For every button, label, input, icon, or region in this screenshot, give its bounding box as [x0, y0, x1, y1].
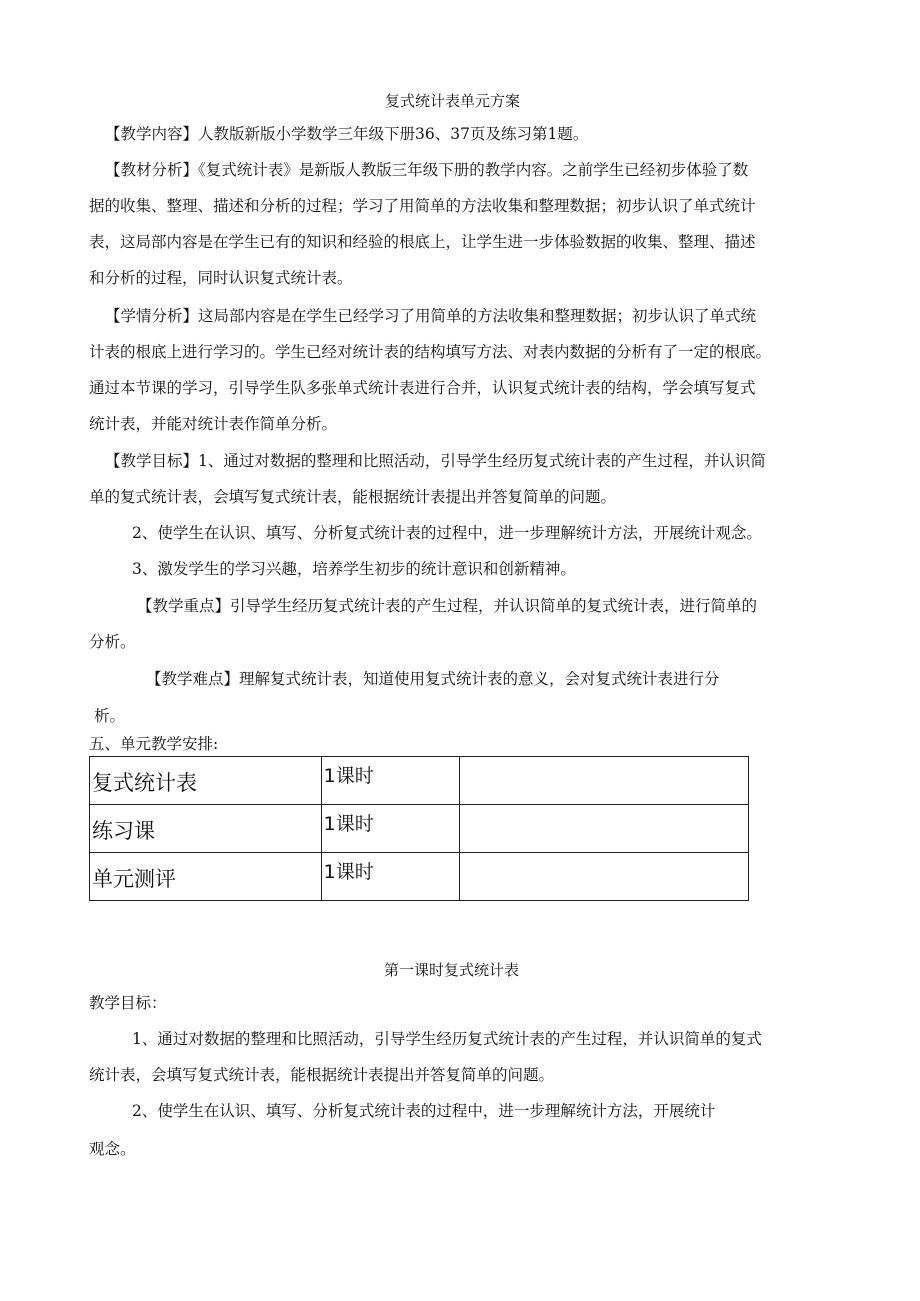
- learner-analysis-text: 这局部内容是在学生已经学习了用简单的方法收集和整理数据；初步认识了单式统: [198, 307, 757, 325]
- objective-item-3: 3、激发学生的学习兴趣，培养学生初步的统计意识和创新精神。: [132, 560, 576, 578]
- objectives-text: 1、通过对数据的整理和比照活动，引导学生经历复式统计表的产生过程，并认识简: [198, 452, 766, 470]
- textbook-analysis-tag: 【教材分析】: [105, 161, 199, 179]
- table-cell-note: [460, 805, 749, 853]
- table-cell-name: 复式统计表: [90, 757, 322, 805]
- table-cell-name: 单元测评: [90, 853, 322, 901]
- difficulty-line: 析。: [94, 707, 126, 725]
- learner-analysis-line: 通过本节课的学习，引导学生队多张单式统计表进行合并，认识复式统计表的结构，学会填写复式: [89, 379, 756, 397]
- objectives-tag: 【教学目标】: [105, 452, 199, 470]
- objectives-line: 单的复式统计表，会填写复式统计表，能根据统计表提出并答复简单的问题。: [89, 488, 617, 506]
- lesson1-objectives-label: 教学目标：: [89, 994, 167, 1012]
- table-cell-name: 练习课: [90, 805, 322, 853]
- learner-analysis-line: 统计表，并能对统计表作简单分析。: [89, 415, 338, 433]
- textbook-analysis-line: [105, 160, 748, 180]
- table-cell-hours: 1课时: [321, 757, 460, 805]
- table-row: [90, 757, 749, 805]
- textbook-analysis-line: 和分析的过程，同时认识复式统计表。: [89, 269, 353, 287]
- textbook-analysis-line: 表，这局部内容是在学生已有的知识和经验的根底上，让学生进一步体验数据的收集、整理、描述: [89, 233, 756, 251]
- teaching-content-text: 人教版新版小学数学三年级下册36、37页及练习第1题。: [198, 125, 589, 143]
- difficulty-tag: 【教学难点】: [146, 670, 240, 688]
- lesson1-objective-2-cont: 观念。: [89, 1140, 136, 1158]
- difficulty-text: 理解复式统计表，知道使用复式统计表的意义，会对复式统计表进行分: [239, 670, 720, 688]
- lesson1-objective-2: 2、使学生在认识、填写、分析复式统计表的过程中，进一步理解统计方法，开展统计: [132, 1102, 716, 1120]
- learner-analysis-tag: 【学情分析】: [105, 307, 199, 325]
- table-cell-hours: 1课时: [321, 853, 460, 901]
- table-cell-note: [460, 757, 749, 805]
- teaching-content-tag: 【教学内容】: [105, 125, 199, 143]
- teaching-content: [105, 124, 588, 144]
- objectives-line: [105, 451, 766, 471]
- difficulty-line: [146, 669, 720, 689]
- key-point-text: 引导学生经历复式统计表的产生过程，并认识简单的复式统计表，进行简单的: [230, 597, 758, 615]
- lesson1-objective-1-cont: 统计表，会填写复式统计表，能根据统计表提出并答复简单的问题。: [89, 1066, 555, 1084]
- table-row: [90, 805, 749, 853]
- key-point-line: 分析。: [89, 633, 136, 651]
- learner-analysis-line: [105, 306, 756, 326]
- lesson1-title: 第一课时复式统计表: [384, 961, 520, 979]
- table-cell-note: [460, 853, 749, 901]
- key-point-line: [137, 596, 757, 616]
- document-title: 复式统计表单元方案: [385, 92, 521, 110]
- table-row: [90, 853, 749, 901]
- lesson1-objective-1: 1、通过对数据的整理和比照活动，引导学生经历复式统计表的产生过程，并认识简单的复式: [132, 1030, 762, 1048]
- table-cell-hours: 1课时: [321, 805, 460, 853]
- schedule-heading: 五、单元教学安排:: [89, 735, 219, 753]
- learner-analysis-line: 计表的根底上进行学习的。学生已经对统计表的结构填写方法、对表内数据的分析有了一定的根底。: [89, 343, 772, 361]
- objective-item-2: 2、使学生在认识、填写、分析复式统计表的过程中，进一步理解统计方法，开展统计观念。: [132, 524, 762, 542]
- textbook-analysis-line: 据的收集、整理、描述和分析的过程；学习了用简单的方法收集和整理数据；初步认识了单式统计: [89, 197, 756, 215]
- schedule-table: [89, 756, 749, 901]
- textbook-analysis-text: 《复式统计表》是新版人教版三年级下册的教学内容。之前学生已经初步体验了数: [198, 161, 749, 179]
- key-point-tag: 【教学重点】: [137, 597, 231, 615]
